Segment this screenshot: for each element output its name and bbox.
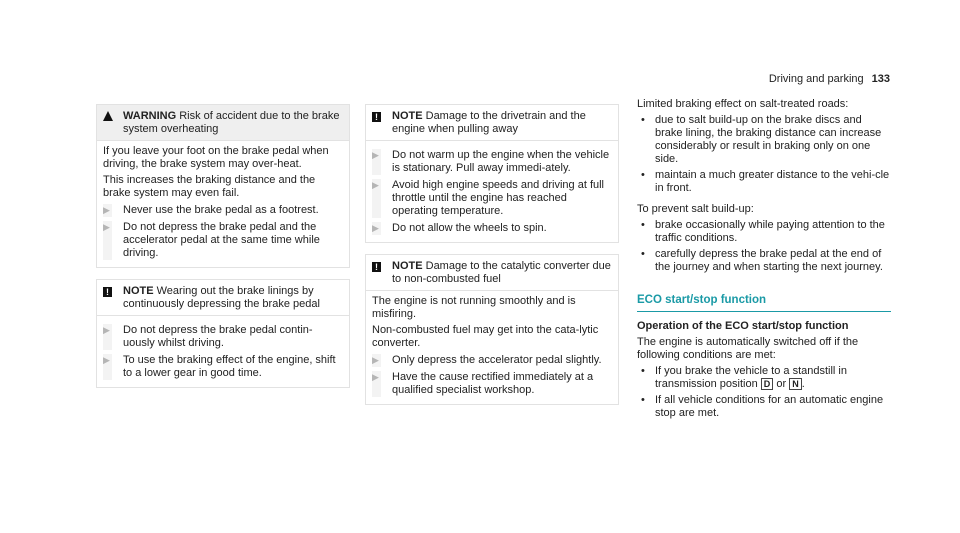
step-text: Do not warm up the engine when the vehicle is stationary. Pull away immedi-ately. — [392, 149, 610, 174]
note-header — [366, 255, 618, 291]
section-title: ECO start/stop function — [637, 294, 891, 312]
bullet-icon: • — [641, 114, 645, 126]
step — [103, 324, 343, 350]
note-box — [365, 254, 619, 405]
paragraph: To prevent salt build-up: — [637, 203, 754, 215]
warning-triangle-icon — [103, 111, 113, 121]
arrow-icon: ▶ — [372, 354, 392, 367]
bullet-icon: • — [641, 365, 645, 377]
note-label: NOTE — [392, 110, 423, 122]
text: or — [776, 378, 787, 390]
note-label: NOTE — [123, 285, 154, 297]
arrow-icon: ▶ — [372, 371, 392, 397]
column-3 — [637, 98, 891, 423]
warning-header — [97, 105, 349, 141]
step-text: Only depress the accelerator pedal slightly. — [392, 354, 602, 366]
bullet-icon: • — [641, 248, 645, 260]
note-box — [365, 104, 619, 243]
exclamation-icon: ! — [103, 287, 112, 297]
step-text: Do not depress the brake pedal and the accelerator pedal at the same time while driving. — [123, 221, 320, 259]
bullet-item — [637, 365, 891, 391]
warning-title: Risk of accident due to the brake system overheating — [123, 110, 340, 135]
bullet-text: If all vehicle conditions for an automatic engine stop are met. — [655, 394, 884, 419]
arrow-icon: ▶ — [372, 222, 392, 235]
column-2 — [365, 104, 619, 416]
step-text: Avoid high engine speeds and driving at full throttle until the engine has reached operating temperature. — [392, 179, 605, 217]
bullet-item — [637, 248, 891, 274]
step-text: To use the braking effect of the engine, shift to a lower gear in good time. — [123, 354, 336, 379]
note-title: Damage to the catalytic converter due to non-combusted fuel — [392, 260, 611, 285]
paragraph: Non-combusted fuel may get into the cata-lytic converter. — [372, 324, 599, 349]
page-number: 133 — [871, 73, 890, 85]
paragraph: This increases the braking distance and the brake system may even fail. — [103, 174, 316, 199]
text: If you brake the vehicle to a standstill in transmission position — [655, 365, 847, 390]
note-box — [96, 279, 350, 388]
step — [103, 204, 343, 217]
paragraph: Limited braking effect on salt-treated roads: — [637, 98, 849, 110]
text: . — [801, 378, 805, 390]
bullet-item — [637, 394, 891, 420]
paragraph: The engine is automatically switched off if the following conditions are met: — [637, 336, 859, 361]
bullet-item — [637, 114, 891, 166]
arrow-icon: ▶ — [103, 204, 123, 217]
bullet-icon: • — [641, 169, 645, 181]
bullet-icon: • — [641, 219, 645, 231]
arrow-icon: ▶ — [103, 221, 123, 260]
bullet-item — [637, 219, 891, 245]
step — [103, 354, 343, 380]
step — [103, 221, 343, 260]
bullet-text: brake occasionally while paying attention to the traffic conditions. — [655, 219, 885, 244]
arrow-icon: ▶ — [103, 324, 123, 350]
column-1 — [96, 104, 350, 399]
step-text: Never use the brake pedal as a footrest. — [123, 204, 319, 216]
bullet-icon: • — [641, 394, 645, 406]
page-header — [769, 73, 890, 86]
arrow-icon: ▶ — [103, 354, 123, 380]
step — [372, 354, 612, 367]
note-label: NOTE — [392, 260, 423, 272]
warning-label: WARNING — [123, 110, 177, 122]
paragraph: The engine is not running smoothly and is misfiring. — [372, 295, 576, 320]
bullet-item — [637, 169, 891, 195]
gear-d-symbol: D — [761, 378, 774, 390]
note-header — [366, 105, 618, 141]
step — [372, 179, 612, 218]
paragraph: If you leave your foot on the brake pedal when driving, the brake system may over-heat. — [103, 145, 329, 170]
step-text: Do not allow the wheels to spin. — [392, 222, 547, 234]
exclamation-icon: ! — [372, 262, 381, 272]
exclamation-icon: ! — [372, 112, 381, 122]
step — [372, 222, 612, 235]
step — [372, 149, 612, 175]
bullet-text: carefully depress the brake pedal at the end of the journey and when starting the next journey. — [655, 248, 883, 273]
bullet-text — [655, 365, 891, 391]
warning-box — [96, 104, 350, 268]
arrow-icon: ▶ — [372, 179, 392, 218]
section-name: Driving and parking — [768, 73, 864, 85]
note-title: Damage to the drivetrain and the engine when pulling away — [392, 110, 586, 135]
subsection-title: Operation of the ECO start/stop function — [637, 320, 849, 332]
gear-n-symbol: N — [789, 378, 802, 390]
note-header — [97, 280, 349, 316]
step — [372, 371, 612, 397]
bullet-text: due to salt build-up on the brake discs and brake lining, the braking distance can increase considerably or result in braking only on one side. — [655, 114, 882, 165]
step-text: Do not depress the brake pedal contin-uously whilst driving. — [123, 324, 313, 349]
step-text: Have the cause rectified immediately at a qualified specialist workshop. — [392, 371, 594, 396]
bullet-text: maintain a much greater distance to the vehi-cle in front. — [655, 169, 890, 194]
arrow-icon: ▶ — [372, 149, 392, 175]
note-title: Wearing out the brake linings by continuously depressing the brake pedal — [123, 285, 320, 310]
